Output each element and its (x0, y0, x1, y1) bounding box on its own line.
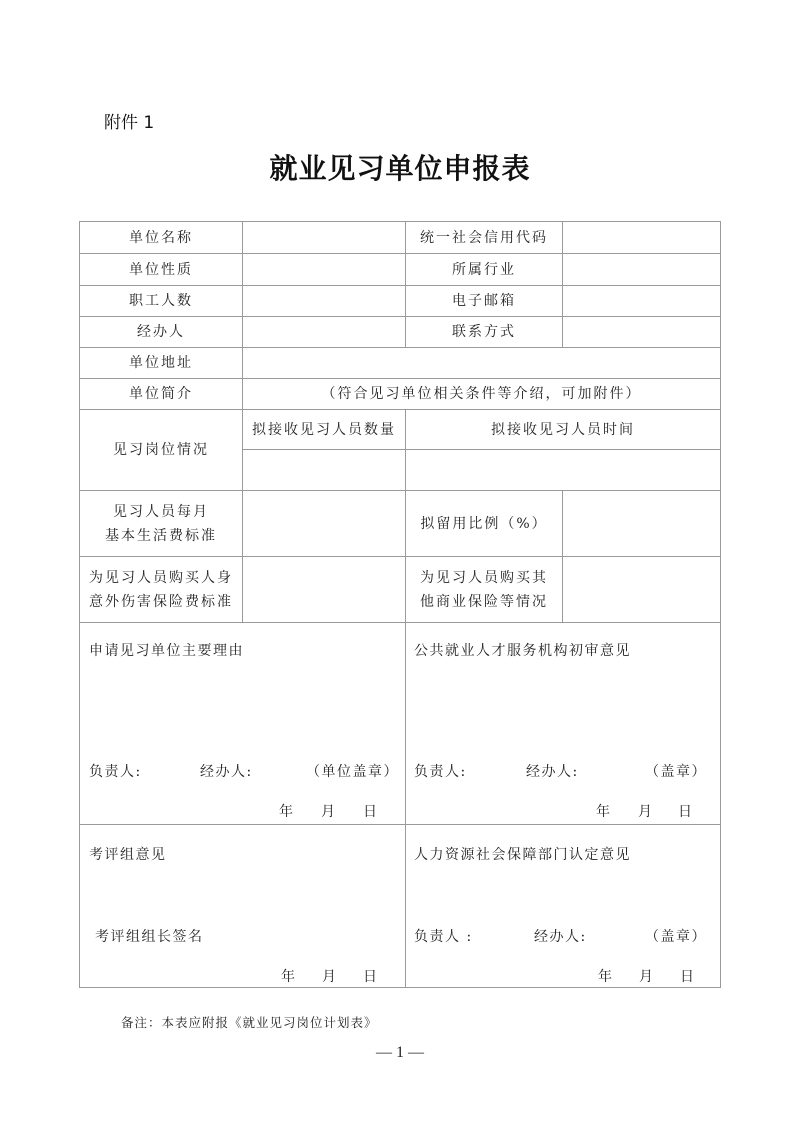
panel-opinion-section[interactable] (79, 824, 406, 988)
reason-year: 年 (279, 804, 295, 820)
reason-handler-label: 经办人: (200, 764, 253, 780)
accident-insurance-field[interactable] (242, 556, 406, 623)
hr-dept-day: 日 (680, 969, 696, 985)
hr-dept-year: 年 (598, 969, 614, 985)
planned-time-field[interactable] (405, 449, 721, 491)
accident-insurance-label-line2: 意外伤害保险费标准 (89, 593, 233, 610)
application-form-table (79, 221, 721, 988)
address-label: 单位地址 (79, 347, 243, 379)
reason-section[interactable] (79, 622, 406, 825)
other-insurance-label (405, 556, 563, 623)
planned-count-label: 拟接收见习人员数量 (242, 409, 406, 450)
unit-nature-field[interactable] (242, 253, 406, 286)
hr-dept-month: 月 (639, 969, 655, 985)
public-review-handler-label: 经办人: (526, 764, 579, 780)
unit-name-field[interactable] (242, 221, 406, 254)
unit-nature-label: 单位性质 (79, 253, 243, 286)
unit-name-label: 单位名称 (79, 221, 243, 254)
hr-dept-responsible-label: 负责人 : (414, 929, 473, 945)
staff-count-label: 职工人数 (79, 285, 243, 317)
accident-insurance-label-line1: 为见习人员购买人身 (89, 569, 233, 586)
page-title: 就业见习单位申报表 (269, 152, 531, 185)
public-review-section[interactable] (405, 622, 721, 825)
contact-label: 联系方式 (405, 316, 563, 348)
allowance-label-line1: 见习人员每月 (113, 503, 209, 520)
staff-count-field[interactable] (242, 285, 406, 317)
retention-label: 拟留用比例（%） (405, 490, 563, 557)
attachment-label: 附件 1 (104, 113, 155, 133)
handler-label: 经办人 (79, 316, 243, 348)
reason-seal-label: （单位盖章） (306, 764, 399, 780)
industry-label: 所属行业 (405, 253, 563, 286)
intro-label: 单位简介 (79, 378, 243, 410)
hr-dept-section[interactable] (405, 824, 721, 988)
panel-year: 年 (281, 969, 297, 985)
public-review-responsible-label: 负责人: (414, 764, 467, 780)
hr-dept-seal-label: （盖章） (645, 929, 707, 945)
email-label: 电子邮箱 (405, 285, 563, 317)
hr-dept-heading: 人力资源社会保障部门认定意见 (414, 847, 631, 863)
planned-count-field[interactable] (242, 449, 406, 491)
reason-heading: 申请见习单位主要理由 (89, 643, 244, 659)
email-field[interactable] (562, 285, 721, 317)
page-number: — 1 — (376, 1044, 424, 1061)
retention-field[interactable] (562, 490, 721, 557)
positions-label: 见习岗位情况 (79, 409, 243, 491)
panel-day: 日 (363, 969, 379, 985)
other-insurance-label-line1: 为见习人员购买其 (420, 569, 548, 586)
public-review-year: 年 (596, 804, 612, 820)
reason-responsible-label: 负责人: (89, 764, 142, 780)
other-insurance-field[interactable] (562, 556, 721, 623)
accident-insurance-label (79, 556, 243, 623)
handler-field[interactable] (242, 316, 406, 348)
allowance-label-line2: 基本生活费标准 (105, 527, 217, 544)
public-review-month: 月 (638, 804, 654, 820)
public-review-seal-label: （盖章） (645, 764, 707, 780)
allowance-field[interactable] (242, 490, 406, 557)
intro-field[interactable]: （符合见习单位相关条件等介绍，可加附件） (242, 378, 721, 410)
hr-dept-handler-label: 经办人: (534, 929, 587, 945)
reason-day: 日 (363, 804, 379, 820)
panel-leader-sign-label: 考评组组长签名 (95, 929, 204, 945)
industry-field[interactable] (562, 253, 721, 286)
footnote: 备注：本表应附报《就业见习岗位计划表》 (121, 1015, 378, 1030)
other-insurance-label-line2: 他商业保险等情况 (420, 593, 548, 610)
address-field[interactable] (242, 347, 721, 379)
public-review-heading: 公共就业人才服务机构初审意见 (414, 643, 631, 659)
reason-month: 月 (321, 804, 337, 820)
contact-field[interactable] (562, 316, 721, 348)
credit-code-label: 统一社会信用代码 (405, 221, 563, 254)
panel-month: 月 (322, 969, 338, 985)
planned-time-label: 拟接收见习人员时间 (405, 409, 721, 450)
public-review-day: 日 (678, 804, 694, 820)
panel-opinion-heading: 考评组意见 (89, 847, 167, 863)
allowance-label (79, 490, 243, 557)
credit-code-field[interactable] (562, 221, 721, 254)
